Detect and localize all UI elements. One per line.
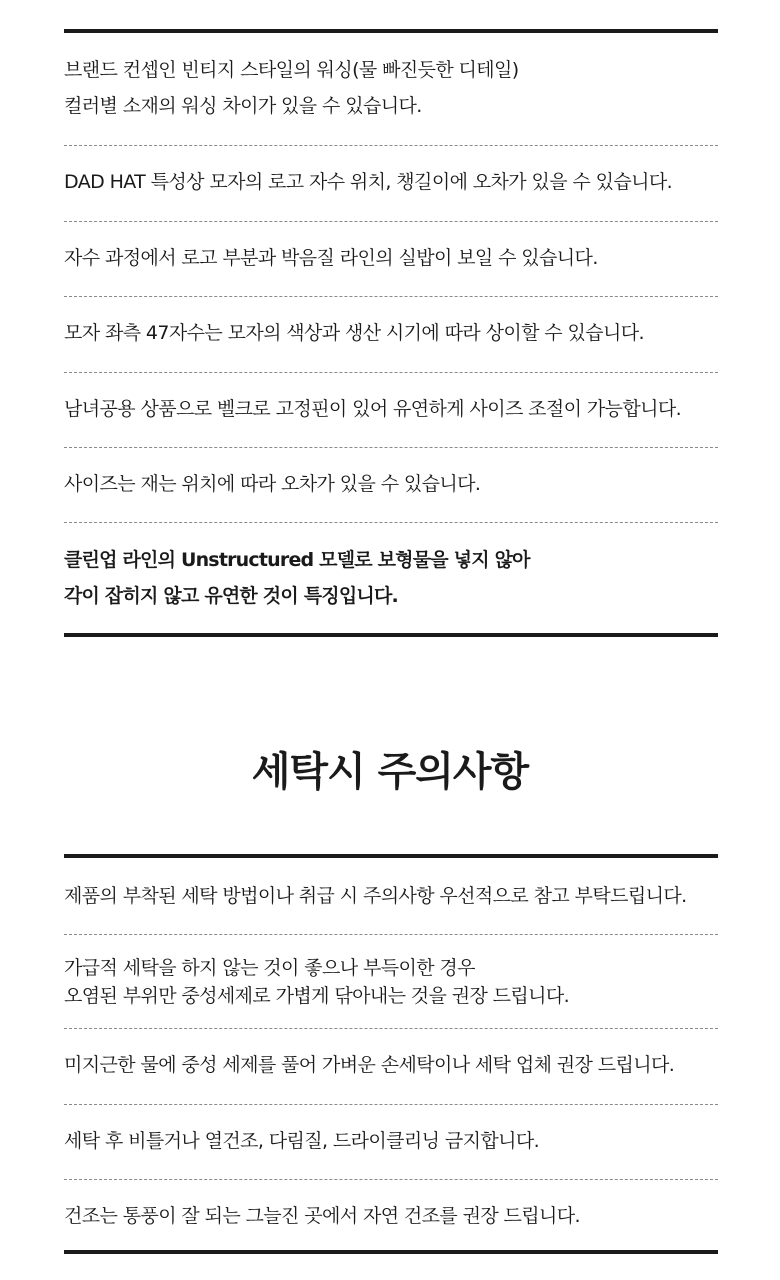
washing-4-line-1: 세탁 후 비틀거나 열건조, 다림질, 드라이클리닝 금지합니다. [64,1130,540,1152]
washing-divider [64,1104,718,1105]
note-1-line-1: 브랜드 컨셉인 빈티지 스타일의 워싱(물 빠진듯한 디테일) [64,59,519,81]
note-2-line-1: DAD HAT 특성상 모자의 로고 자수 위치, 챙길이에 오차가 있을 수 있습니다. [64,171,673,193]
notes-divider [64,145,718,146]
notes-divider [64,447,718,448]
notes-divider [64,372,718,373]
washing-section-title: 세탁시 주의사항 [251,749,529,795]
washing-divider [64,1028,718,1029]
washing-5-line-1: 건조는 통풍이 잘 되는 그늘진 곳에서 자연 건조를 권장 드립니다. [64,1205,581,1227]
notes-bottom-rule [64,633,718,637]
washing-divider [64,934,718,935]
note-7-line-2: 각이 잡히지 않고 유연한 것이 특징입니다. [64,585,398,607]
note-6-line-1: 사이즈는 재는 위치에 따라 오차가 있을 수 있습니다. [64,473,481,495]
washing-divider [64,1179,718,1180]
washing-2-line-2: 오염된 부위만 중성세제로 가볍게 닦아내는 것을 권장 드립니다. [64,985,570,1007]
notes-divider [64,522,718,523]
washing-2-line-1: 가급적 세탁을 하지 않는 것이 좋으나 부득이한 경우 [64,957,475,979]
note-7-line-1: 클린업 라인의 Unstructured 모델로 보형물을 넣지 않아 [64,549,530,571]
washing-3-line-1: 미지근한 물에 중성 세제를 풀어 가벼운 손세탁이나 세탁 업체 권장 드립니다. [64,1054,675,1076]
washing-bottom-rule [64,1250,718,1254]
note-1-line-2: 컬러별 소재의 워싱 차이가 있을 수 있습니다. [64,95,422,117]
note-4-line-1: 모자 좌측 47자수는 모자의 색상과 생산 시기에 따라 상이할 수 있습니다. [64,322,644,344]
note-3-line-1: 자수 과정에서 로고 부분과 박음질 라인의 실밥이 보일 수 있습니다. [64,247,598,269]
washing-top-rule [64,854,718,858]
notes-divider [64,221,718,222]
notes-divider [64,296,718,297]
note-5-line-1: 남녀공용 상품으로 벨크로 고정핀이 있어 유연하게 사이즈 조절이 가능합니다. [64,398,682,420]
washing-1-line-1: 제품의 부착된 세탁 방법이나 취급 시 주의사항 우선적으로 참고 부탁드립니다. [64,885,687,907]
notes-top-rule [64,29,718,33]
